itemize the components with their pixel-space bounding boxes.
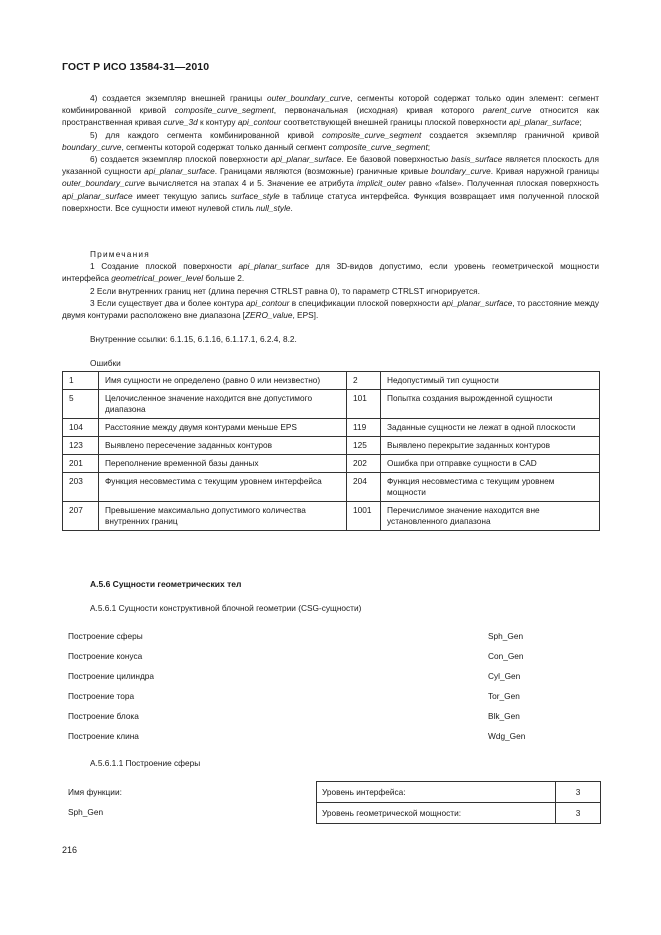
error-description: Попытка создания вырожденной сущности	[381, 390, 600, 419]
error-row	[63, 419, 600, 437]
level-label: Уровень геометрической мощности:	[317, 803, 556, 824]
error-code: 2	[347, 372, 381, 390]
function-name-label: Имя функции:	[68, 787, 122, 797]
level-label: Уровень интерфейса:	[317, 782, 556, 803]
csg-entity-row	[68, 651, 538, 663]
csg-entity-code: Tor_Gen	[488, 691, 520, 701]
csg-entity-row	[68, 691, 538, 703]
subsection-title: А.5.6.1 Сущности конструктивной блочной геометрии (CSG-сущности)	[90, 603, 362, 613]
csg-entity-row	[68, 671, 538, 683]
error-code: 125	[347, 437, 381, 455]
error-code: 119	[347, 419, 381, 437]
step-paragraph-6: 6) создается экземпляр плоской поверхности api_planar_surface. Ее базовой поверхностью basis_surface является плоскость для указанной сущности api_planar_surface. Границами являются (возможные) граничные кривые boundary_curve. Кривая наружной границы outer_boundary_curve вычисляется на этапах 4 и 5. Значение ее атрибута implicit_outer равно «false». Полученная плоская поверхность api_planar_surface имеет текущую запись surface_style в таблице статуса интерфейса. Функция возвращает имя полученной плоской поверхности. Все сущности имеют нулевой стиль null_style.	[62, 154, 600, 213]
error-code: 202	[347, 455, 381, 473]
internal-references: Внутренние ссылки: 6.1.15, 6.1.16, 6.1.17.1, 6.2.4, 8.2.	[90, 334, 297, 344]
csg-entity-label: Построение тора	[68, 691, 135, 701]
csg-entity-code: Blk_Gen	[488, 711, 520, 721]
function-name-value: Sph_Gen	[68, 807, 104, 817]
error-code: 104	[63, 419, 99, 437]
csg-entity-code: Wdg_Gen	[488, 731, 526, 741]
error-code: 101	[347, 390, 381, 419]
section-title: А.5.6 Сущности геометрических тел	[90, 579, 242, 589]
error-row	[63, 502, 600, 531]
csg-entity-label: Построение клина	[68, 731, 139, 741]
error-row	[63, 372, 600, 390]
note-1: 1 Создание плоской поверхности api_planar_surface для 3D-видов допустимо, если уровень геометрической мощности интерфейса geometrical_power_level больше 2.	[62, 261, 599, 284]
error-code: 201	[63, 455, 99, 473]
step-paragraph-5: 5) для каждого сегмента комбинированной кривой composite_curve_segment создается экземпляр граничной кривой boundary_curve, сегменты которой содержат только данный сегмент composite_curve_segment;	[62, 129, 599, 152]
level-value: 3	[556, 782, 601, 803]
note-3: 3 Если существует два и более контура api_contour в спецификации плоской поверхности api_planar_surface, то расстояние между двумя контурами расположено вне диапазона [ZERO_value, EPS].	[62, 297, 600, 321]
error-description: Выявлено перекрытие заданных контуров	[381, 437, 600, 455]
error-code: 1001	[347, 502, 381, 531]
csg-entity-row	[68, 631, 538, 643]
csg-entity-row	[68, 711, 538, 723]
error-code: 1	[63, 372, 99, 390]
level-row	[317, 782, 601, 803]
error-row	[63, 390, 600, 419]
error-description: Целочисленное значение находится вне допустимого диапазона	[99, 390, 347, 419]
csg-entity-label: Построение блока	[68, 711, 139, 721]
page-number: 216	[62, 845, 78, 855]
notes-block	[62, 248, 599, 321]
error-code: 5	[63, 390, 99, 419]
error-row	[63, 455, 600, 473]
levels-table	[316, 781, 601, 824]
error-code: 204	[347, 473, 381, 502]
error-description: Выявлено пересечение заданных контуров	[99, 437, 347, 455]
error-code: 207	[63, 502, 99, 531]
notes-title: Примечания	[90, 249, 150, 259]
error-description: Расстояние между двумя контурами меньше EPS	[99, 419, 347, 437]
level-row	[317, 803, 601, 824]
error-description: Ошибка при отправке сущности в CAD	[381, 455, 600, 473]
document-header: ГОСТ Р ИСО 13584-31—2010	[62, 61, 210, 73]
error-description: Функция несовместима с текущим уровнем мощности	[381, 473, 600, 502]
csg-entity-row	[68, 731, 538, 743]
error-row	[63, 473, 600, 502]
error-description: Недопустимый тип сущности	[381, 372, 600, 390]
error-row	[63, 437, 600, 455]
note-2: 2 Если внутренних границ нет (длина перечня CTRLST равна 0), то параметр CTRLST игнорируется.	[90, 285, 480, 296]
level-value: 3	[556, 803, 601, 824]
errors-table	[62, 371, 600, 531]
subsubsection-title: А.5.6.1.1 Построение сферы	[90, 758, 201, 768]
error-description: Функция несовместима с текущим уровнем интерфейса	[99, 473, 347, 502]
errors-title: Ошибки	[90, 358, 121, 368]
error-description: Перечислимое значение находится вне установленного диапазона	[381, 502, 600, 531]
error-code: 203	[63, 473, 99, 502]
csg-entity-label: Построение сферы	[68, 631, 143, 641]
error-description: Переполнение временной базы данных	[99, 455, 347, 473]
csg-entity-label: Построение конуса	[68, 651, 143, 661]
enumerated-steps	[62, 92, 599, 214]
error-code: 123	[63, 437, 99, 455]
csg-entity-label: Построение цилиндра	[68, 671, 155, 681]
csg-entity-code: Cyl_Gen	[488, 671, 521, 681]
csg-entity-code: Sph_Gen	[488, 631, 524, 641]
error-description: Заданные сущности не лежат в одной плоскости	[381, 419, 600, 437]
error-description: Имя сущности не определено (равно 0 или неизвестно)	[99, 372, 347, 390]
csg-entity-code: Con_Gen	[488, 651, 524, 661]
step-paragraph-4: 4) создается экземпляр внешней границы outer_boundary_curve, сегменты которой содержат только один элемент: сегмент комбинированной кривой composite_curve_segment, первоначальная (исходная) кривая которого parent_curve относится как пространственная кривая curve_3d к контуру api_contour соответствующей внешней границы плоской поверхности api_planar_surface;	[62, 93, 599, 128]
error-description: Превышение максимально допустимого количества внутренних границ	[99, 502, 347, 531]
